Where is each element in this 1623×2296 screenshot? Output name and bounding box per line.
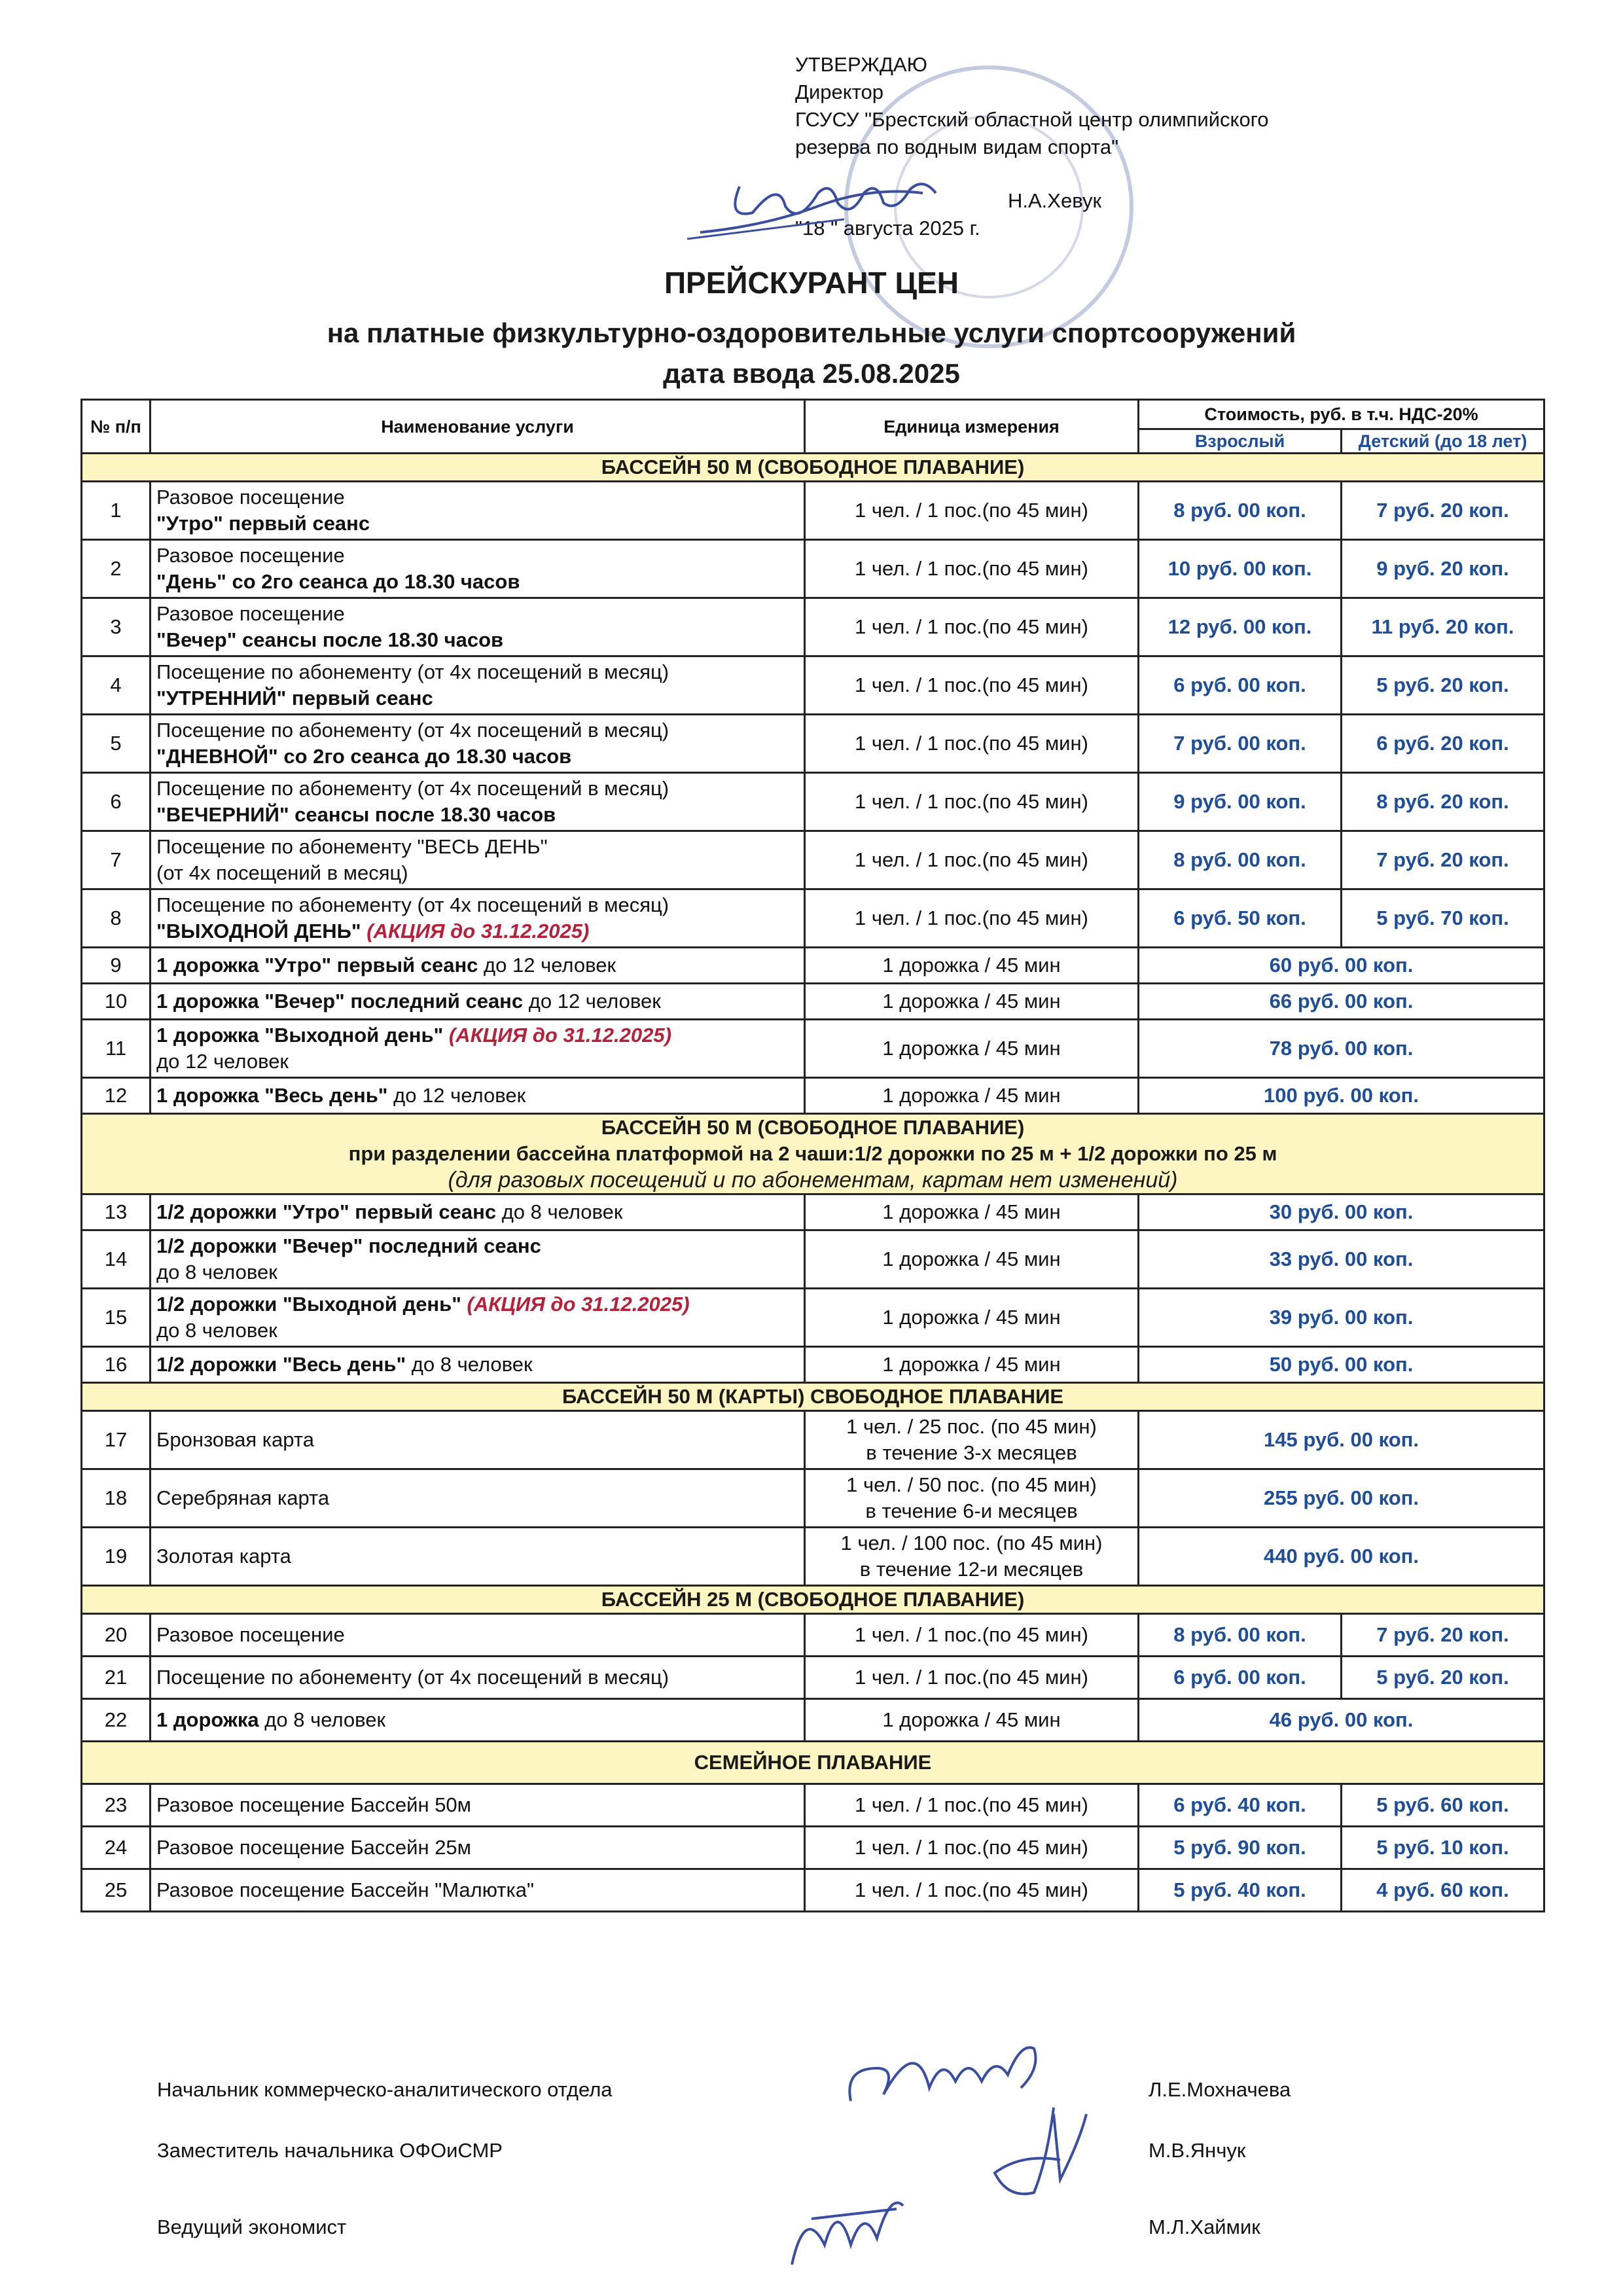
child-price: 7 руб. 20 коп. — [1342, 482, 1544, 540]
child-price: 4 руб. 60 коп. — [1342, 1869, 1544, 1912]
document-subtitle: на платные физкультурно-оздоровительные услуги спортсооружений — [327, 317, 1296, 348]
child-price: 9 руб. 20 коп. — [1342, 540, 1544, 598]
table-row — [82, 984, 1544, 1020]
unit: 1 чел. / 100 пос. (по 45 мин) в течение 12-и месяцев — [805, 1528, 1139, 1586]
section-title: СЕМЕЙНОЕ ПЛАВАНИЕ — [82, 1742, 1544, 1784]
approval-org-line1: ГСУСУ "Брестский областной центр олимпийского — [795, 108, 1269, 131]
section-title: БАССЕЙН 50 М (СВОБОДНОЕ ПЛАВАНИЕ) при разделении бассейна платформой на 2 чаши:1/2 дорожки по 25 м + 1/2 дорожки по 25 м (для разовых посещений и по абонементам, картам нет изменений) — [82, 1114, 1544, 1194]
service-name: Разовое посещение Бассейн 25м — [151, 1827, 805, 1869]
service-name: Разовое посещение "Вечер" сеансы после 18.30 часов — [151, 598, 805, 656]
row-number: 25 — [82, 1869, 151, 1912]
row-number: 12 — [82, 1078, 151, 1114]
unit: 1 дорожка / 45 мин — [805, 1230, 1139, 1289]
price: 78 руб. 00 коп. — [1139, 1020, 1544, 1078]
table-row — [82, 1469, 1544, 1528]
child-price: 7 руб. 20 коп. — [1342, 831, 1544, 889]
table-row — [82, 1614, 1544, 1657]
price: 440 руб. 00 коп. — [1139, 1528, 1544, 1586]
service-name: 1 дорожка "Утро" первый сеанс до 12 человек — [151, 948, 805, 984]
table-row — [82, 1528, 1544, 1586]
table-row — [82, 1411, 1544, 1469]
child-price: 8 руб. 20 коп. — [1342, 773, 1544, 831]
unit: 1 чел. / 1 пос.(по 45 мин) — [805, 1657, 1139, 1699]
unit: 1 дорожка / 45 мин — [805, 1289, 1139, 1347]
price: 60 руб. 00 коп. — [1139, 948, 1544, 984]
child-price: 6 руб. 20 коп. — [1342, 715, 1544, 773]
header-service-name: Наименование услуги — [151, 400, 805, 454]
service-name: Посещение по абонементу (от 4х посещений в месяц) "ВЫХОДНОЙ ДЕНЬ" (АКЦИЯ до 31.12.2025) — [151, 889, 805, 948]
table-row — [82, 1699, 1544, 1742]
table-row — [82, 1784, 1544, 1827]
adult-price: 6 руб. 50 коп. — [1139, 889, 1342, 948]
child-price: 5 руб. 20 коп. — [1342, 656, 1544, 715]
adult-price: 12 руб. 00 коп. — [1139, 598, 1342, 656]
unit: 1 дорожка / 45 мин — [805, 1194, 1139, 1230]
child-price: 7 руб. 20 коп. — [1342, 1614, 1544, 1657]
service-name: Посещение по абонементу (от 4х посещений в месяц) — [151, 1657, 805, 1699]
signer-role: Заместитель начальника ОФОиСМР — [157, 2139, 503, 2162]
row-number: 17 — [82, 1411, 151, 1469]
row-number: 23 — [82, 1784, 151, 1827]
adult-price: 6 руб. 00 коп. — [1139, 656, 1342, 715]
approval-heading: УТВЕРЖДАЮ — [795, 53, 927, 76]
row-number: 21 — [82, 1657, 151, 1699]
unit: 1 чел. / 1 пос.(по 45 мин) — [805, 831, 1139, 889]
child-price: 5 руб. 60 коп. — [1342, 1784, 1544, 1827]
approval-signer: Н.А.Хевук — [1008, 189, 1102, 212]
unit: 1 чел. / 1 пос.(по 45 мин) — [805, 598, 1139, 656]
price: 145 руб. 00 коп. — [1139, 1411, 1544, 1469]
signature-yanchuk — [982, 2101, 1126, 2206]
service-name: 1 дорожка "Выходной день" (АКЦИЯ до 31.12.2025) до 12 человек — [151, 1020, 805, 1078]
table-row — [82, 1657, 1544, 1699]
row-number: 20 — [82, 1614, 151, 1657]
table-row — [82, 948, 1544, 984]
unit: 1 чел. / 1 пос.(по 45 мин) — [805, 1784, 1139, 1827]
table-row — [82, 482, 1544, 540]
signature-khaimik — [772, 2179, 923, 2278]
adult-price: 5 руб. 40 коп. — [1139, 1869, 1342, 1912]
row-number: 7 — [82, 831, 151, 889]
table-row — [82, 889, 1544, 948]
adult-price: 10 руб. 00 коп. — [1139, 540, 1342, 598]
price: 33 руб. 00 коп. — [1139, 1230, 1544, 1289]
header-child: Детский (до 18 лет) — [1342, 429, 1544, 454]
header-cost: Стоимость, руб. в т.ч. НДС-20% — [1139, 400, 1544, 429]
header-adult: Взрослый — [1139, 429, 1342, 454]
unit: 1 дорожка / 45 мин — [805, 948, 1139, 984]
service-name: 1 дорожка "Весь день" до 12 человек — [151, 1078, 805, 1114]
row-number: 3 — [82, 598, 151, 656]
row-number: 18 — [82, 1469, 151, 1528]
table-row — [82, 1078, 1544, 1114]
unit: 1 чел. / 1 пос.(по 45 мин) — [805, 715, 1139, 773]
price: 46 руб. 00 коп. — [1139, 1699, 1544, 1742]
table-row — [82, 1347, 1544, 1383]
row-number: 11 — [82, 1020, 151, 1078]
director-signature — [687, 167, 1027, 245]
table-row — [82, 1289, 1544, 1347]
service-name: 1/2 дорожки "Утро" первый сеанс до 8 человек — [151, 1194, 805, 1230]
row-number: 1 — [82, 482, 151, 540]
table-row — [82, 1869, 1544, 1912]
adult-price: 8 руб. 00 коп. — [1139, 831, 1342, 889]
adult-price: 8 руб. 00 коп. — [1139, 482, 1342, 540]
service-name: Разовое посещение Бассейн 50м — [151, 1784, 805, 1827]
child-price: 11 руб. 20 коп. — [1342, 598, 1544, 656]
price: 255 руб. 00 коп. — [1139, 1469, 1544, 1528]
price-table — [80, 399, 1545, 1912]
document-title: ПРЕЙСКУРАНТ ЦЕН — [664, 266, 959, 300]
unit: 1 чел. / 1 пос.(по 45 мин) — [805, 656, 1139, 715]
price: 50 руб. 00 коп. — [1139, 1347, 1544, 1383]
unit: 1 дорожка / 45 мин — [805, 1347, 1139, 1383]
adult-price: 6 руб. 00 коп. — [1139, 1657, 1342, 1699]
unit: 1 дорожка / 45 мин — [805, 1020, 1139, 1078]
service-name: Посещение по абонементу (от 4х посещений в месяц) "ВЕЧЕРНИЙ" сеансы после 18.30 часов — [151, 773, 805, 831]
child-price: 5 руб. 20 коп. — [1342, 1657, 1544, 1699]
row-number: 8 — [82, 889, 151, 948]
row-number: 24 — [82, 1827, 151, 1869]
section-title: БАССЕЙН 50 М (СВОБОДНОЕ ПЛАВАНИЕ) — [82, 454, 1544, 482]
row-number: 4 — [82, 656, 151, 715]
row-number: 9 — [82, 948, 151, 984]
promo-label: (АКЦИЯ до 31.12.2025) — [461, 1293, 690, 1316]
approval-org-line2: резерва по водным видам спорта" — [795, 135, 1119, 158]
service-name: Посещение по абонементу "ВЕСЬ ДЕНЬ" (от 4х посещений в месяц) — [151, 831, 805, 889]
service-name: Разовое посещение "Утро" первый сеанс — [151, 482, 805, 540]
adult-price: 5 руб. 90 коп. — [1139, 1827, 1342, 1869]
child-price: 5 руб. 10 коп. — [1342, 1827, 1544, 1869]
promo-label: (АКЦИЯ до 31.12.2025) — [443, 1024, 671, 1047]
signer-role: Начальник коммерческо-аналитического отдела — [157, 2078, 613, 2101]
table-row — [82, 715, 1544, 773]
unit: 1 дорожка / 45 мин — [805, 1078, 1139, 1114]
section-title: БАССЕЙН 25 М (СВОБОДНОЕ ПЛАВАНИЕ) — [82, 1586, 1544, 1614]
table-row — [82, 773, 1544, 831]
signer-name: М.Л.Хаймик — [1149, 2215, 1260, 2238]
adult-price: 9 руб. 00 коп. — [1139, 773, 1342, 831]
adult-price: 8 руб. 00 коп. — [1139, 1614, 1342, 1657]
service-name: 1/2 дорожки "Вечер" последний сеанс до 8 человек — [151, 1230, 805, 1289]
table-row — [82, 598, 1544, 656]
row-number: 19 — [82, 1528, 151, 1586]
unit: 1 чел. / 1 пос.(по 45 мин) — [805, 1827, 1139, 1869]
table-row — [82, 1020, 1544, 1078]
table-row — [82, 540, 1544, 598]
signer-role: Ведущий экономист — [157, 2215, 347, 2238]
unit: 1 дорожка / 45 мин — [805, 1699, 1139, 1742]
unit: 1 чел. / 1 пос.(по 45 мин) — [805, 773, 1139, 831]
approval-date: "18 " августа 2025 г. — [795, 217, 980, 240]
service-name: Разовое посещение — [151, 1614, 805, 1657]
promo-label: (АКЦИЯ до 31.12.2025) — [366, 920, 590, 942]
service-name: 1/2 дорожки "Выходной день" (АКЦИЯ до 31.12.2025) до 8 человек — [151, 1289, 805, 1347]
row-number: 15 — [82, 1289, 151, 1347]
price: 100 руб. 00 коп. — [1139, 1078, 1544, 1114]
price: 30 руб. 00 коп. — [1139, 1194, 1544, 1230]
service-name: Разовое посещение Бассейн "Малютка" — [151, 1869, 805, 1912]
service-name: Посещение по абонементу (от 4х посещений в месяц) "УТРЕННИЙ" первый сеанс — [151, 656, 805, 715]
price: 39 руб. 00 коп. — [1139, 1289, 1544, 1347]
row-number: 14 — [82, 1230, 151, 1289]
service-name: Серебряная карта — [151, 1469, 805, 1528]
service-name: Бронзовая карта — [151, 1411, 805, 1469]
unit: 1 чел. / 25 пос. (по 45 мин) в течение 3-х месяцев — [805, 1411, 1139, 1469]
unit: 1 чел. / 1 пос.(по 45 мин) — [805, 540, 1139, 598]
service-name: 1 дорожка "Вечер" последний сеанс до 12 человек — [151, 984, 805, 1020]
service-name: Разовое посещение "День" со 2го сеанса до 18.30 часов — [151, 540, 805, 598]
unit: 1 дорожка / 45 мин — [805, 984, 1139, 1020]
effective-date: дата ввода 25.08.2025 — [663, 358, 960, 389]
signer-name: М.В.Янчук — [1149, 2139, 1246, 2162]
approval-position: Директор — [795, 81, 884, 103]
table-row — [82, 1230, 1544, 1289]
child-price: 5 руб. 70 коп. — [1342, 889, 1544, 948]
unit: 1 чел. / 50 пос. (по 45 мин) в течение 6-и месяцев — [805, 1469, 1139, 1528]
unit: 1 чел. / 1 пос.(по 45 мин) — [805, 1614, 1139, 1657]
table-row — [82, 1194, 1544, 1230]
service-name: Золотая карта — [151, 1528, 805, 1586]
header-number: № п/п — [82, 400, 151, 454]
unit: 1 чел. / 1 пос.(по 45 мин) — [805, 482, 1139, 540]
header-unit: Единица измерения — [805, 400, 1139, 454]
signer-name: Л.Е.Мохначева — [1149, 2078, 1291, 2101]
adult-price: 6 руб. 40 коп. — [1139, 1784, 1342, 1827]
service-name: 1 дорожка до 8 человек — [151, 1699, 805, 1742]
row-number: 22 — [82, 1699, 151, 1742]
row-number: 13 — [82, 1194, 151, 1230]
row-number: 5 — [82, 715, 151, 773]
row-number: 6 — [82, 773, 151, 831]
row-number: 10 — [82, 984, 151, 1020]
service-name: Посещение по абонементу (от 4х посещений в месяц) "ДНЕВНОЙ" со 2го сеанса до 18.30 часов — [151, 715, 805, 773]
unit: 1 чел. / 1 пос.(по 45 мин) — [805, 1869, 1139, 1912]
table-row — [82, 1827, 1544, 1869]
service-name: 1/2 дорожки "Весь день" до 8 человек — [151, 1347, 805, 1383]
row-number: 16 — [82, 1347, 151, 1383]
table-row — [82, 656, 1544, 715]
unit: 1 чел. / 1 пос.(по 45 мин) — [805, 889, 1139, 948]
adult-price: 7 руб. 00 коп. — [1139, 715, 1342, 773]
row-number: 2 — [82, 540, 151, 598]
price: 66 руб. 00 коп. — [1139, 984, 1544, 1020]
section-title: БАССЕЙН 50 М (КАРТЫ) СВОБОДНОЕ ПЛАВАНИЕ — [82, 1383, 1544, 1411]
table-row — [82, 831, 1544, 889]
